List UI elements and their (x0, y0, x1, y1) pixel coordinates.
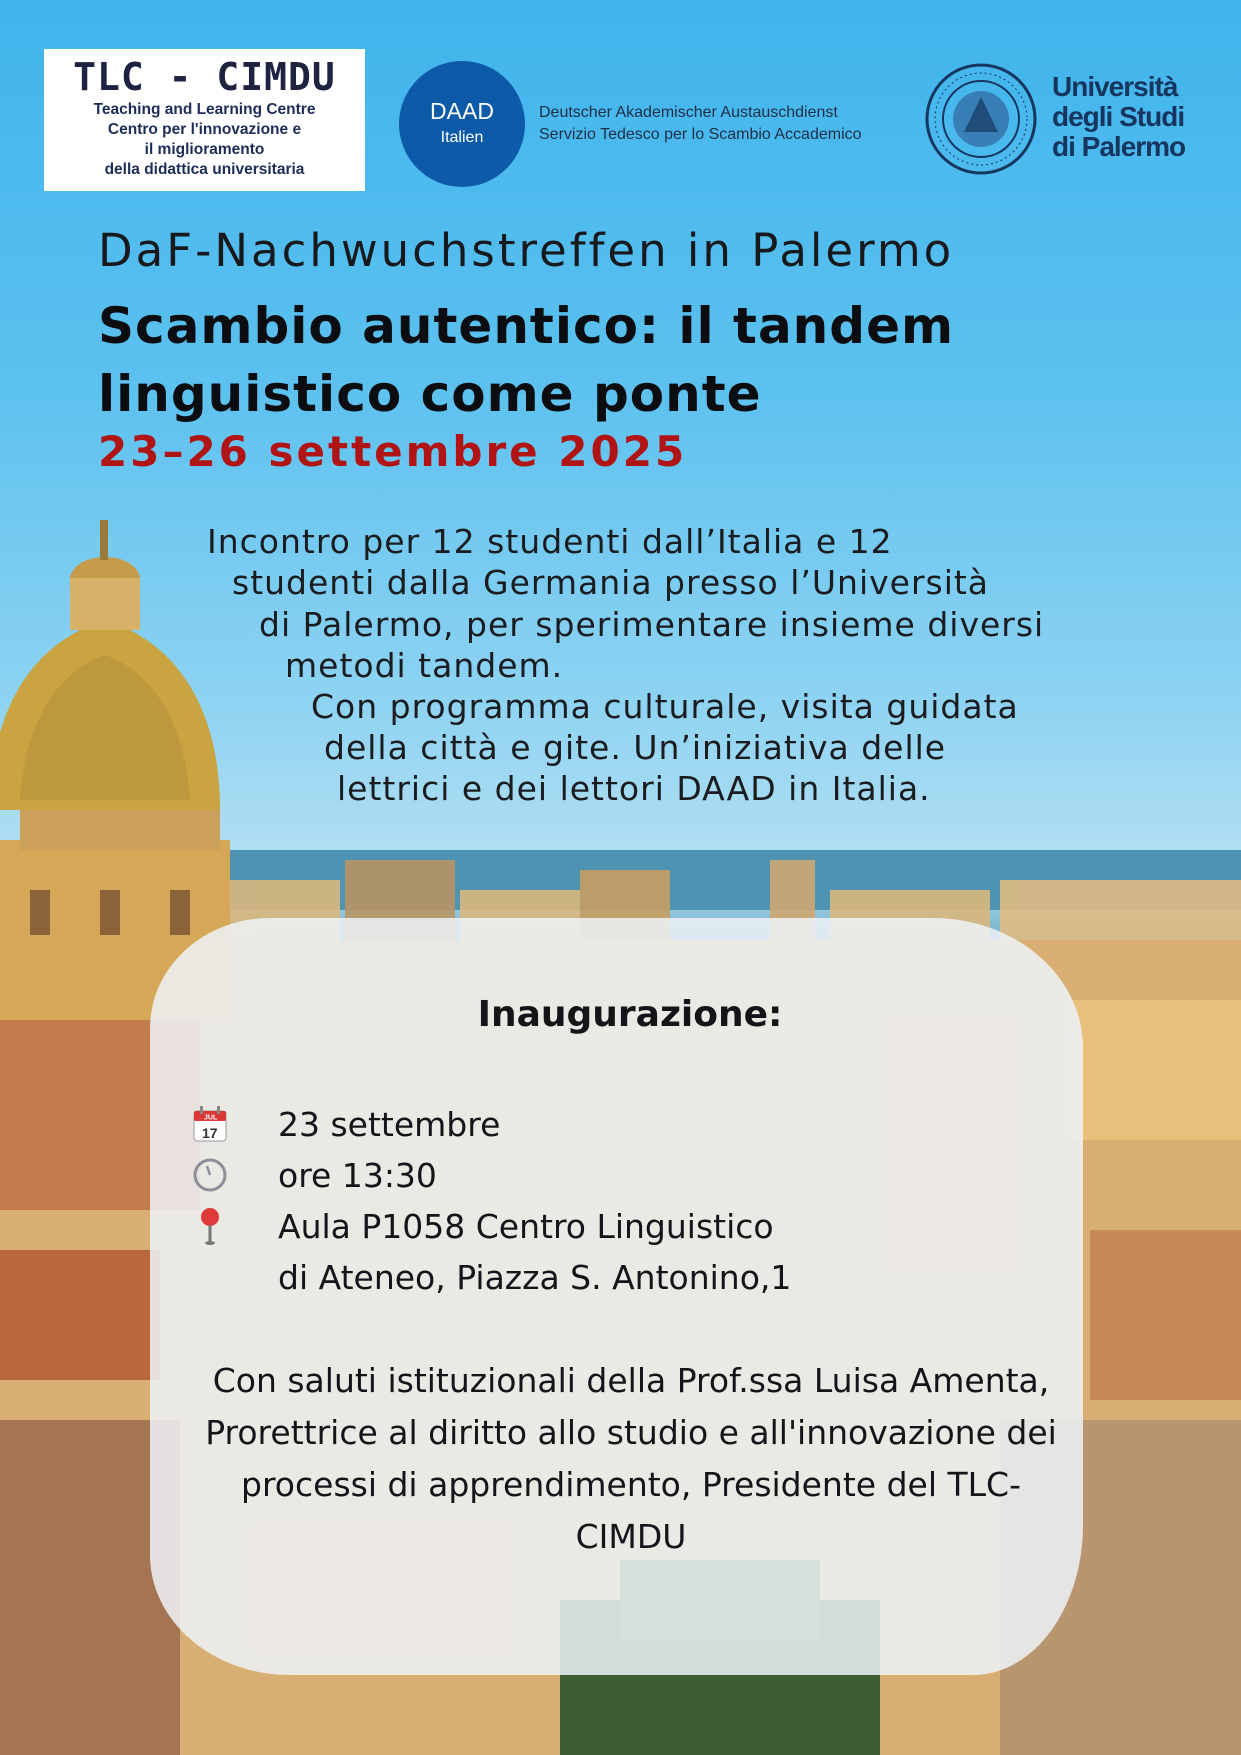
daad-name-line: Servizio Tedesco per lo Scambio Accademico (539, 126, 862, 143)
daad-logo-main: DAAD (430, 98, 494, 124)
university-seal-icon (924, 62, 1038, 176)
inauguration-note-line: processi di apprendimento, Presidente del TLC- (241, 1465, 1021, 1504)
event-title: Scambio autentico: il tandem linguistico come ponte (98, 297, 955, 423)
description-line: lettrici e dei lettori DAAD in Italia. (337, 769, 931, 808)
daad-name-line: Deutscher Akademischer Austauschdienst (539, 104, 838, 121)
calendar-day-label: 17 (202, 1125, 218, 1141)
inauguration-note-line: Prorettrice al diritto allo studio e all'innovazione dei (205, 1413, 1057, 1452)
inauguration-note-line: CIMDU (575, 1517, 687, 1556)
unipa-wordmark-line: Università (1052, 71, 1178, 102)
inauguration-note-line: Con saluti istituzionali della Prof.ssa Luisa Amenta, (212, 1361, 1050, 1400)
inauguration-place-line: Aula P1058 Centro Linguistico (278, 1207, 774, 1246)
tlc-cimdu-logo (44, 49, 365, 191)
description-line: di Palermo, per sperimentare insieme diversi (259, 605, 1045, 644)
inauguration-time: ore 13:30 (278, 1156, 437, 1195)
description-line: della città e gite. Un’iniziativa delle (324, 728, 947, 767)
daad-name-text (539, 102, 862, 146)
map-pin-icon (197, 1207, 223, 1247)
description-line: metodi tandem. (285, 646, 564, 685)
tlc-logo-line: Teaching and Learning Centre (93, 101, 316, 118)
tlc-logo-line: il miglioramento (144, 141, 265, 158)
unipa-wordmark (1052, 72, 1185, 162)
daad-logo-sub: Italien (440, 129, 484, 146)
clock-icon (192, 1157, 228, 1193)
tlc-logo-line: Centro per l'innovazione e (107, 121, 302, 138)
calendar-month-label: JUL (204, 1114, 218, 1122)
inauguration-date: 23 settembre (278, 1105, 501, 1144)
tlc-logo-title: TLC - CIMDU (73, 55, 336, 99)
description-line: Con programma culturale, visita guidata (311, 687, 1019, 726)
unipa-wordmark-line: degli Studi (1052, 101, 1185, 132)
daad-logo (399, 61, 525, 187)
event-subtitle: DaF-Nachwuchstreffen in Palermo (98, 224, 955, 277)
description-line: studenti dalla Germania presso l’Università (232, 563, 990, 602)
inauguration-heading: Inaugurazione: (477, 994, 783, 1035)
tlc-logo-line: della didattica universitaria (104, 161, 305, 178)
event-dates: 23–26 settembre 2025 (98, 427, 688, 476)
unipa-wordmark-line: di Palermo (1052, 131, 1186, 162)
inauguration-place-line: di Ateneo, Piazza S. Antonino,1 (278, 1258, 792, 1297)
description-line: Incontro per 12 studenti dall’Italia e 12 (207, 522, 893, 561)
calendar-icon (192, 1105, 228, 1143)
